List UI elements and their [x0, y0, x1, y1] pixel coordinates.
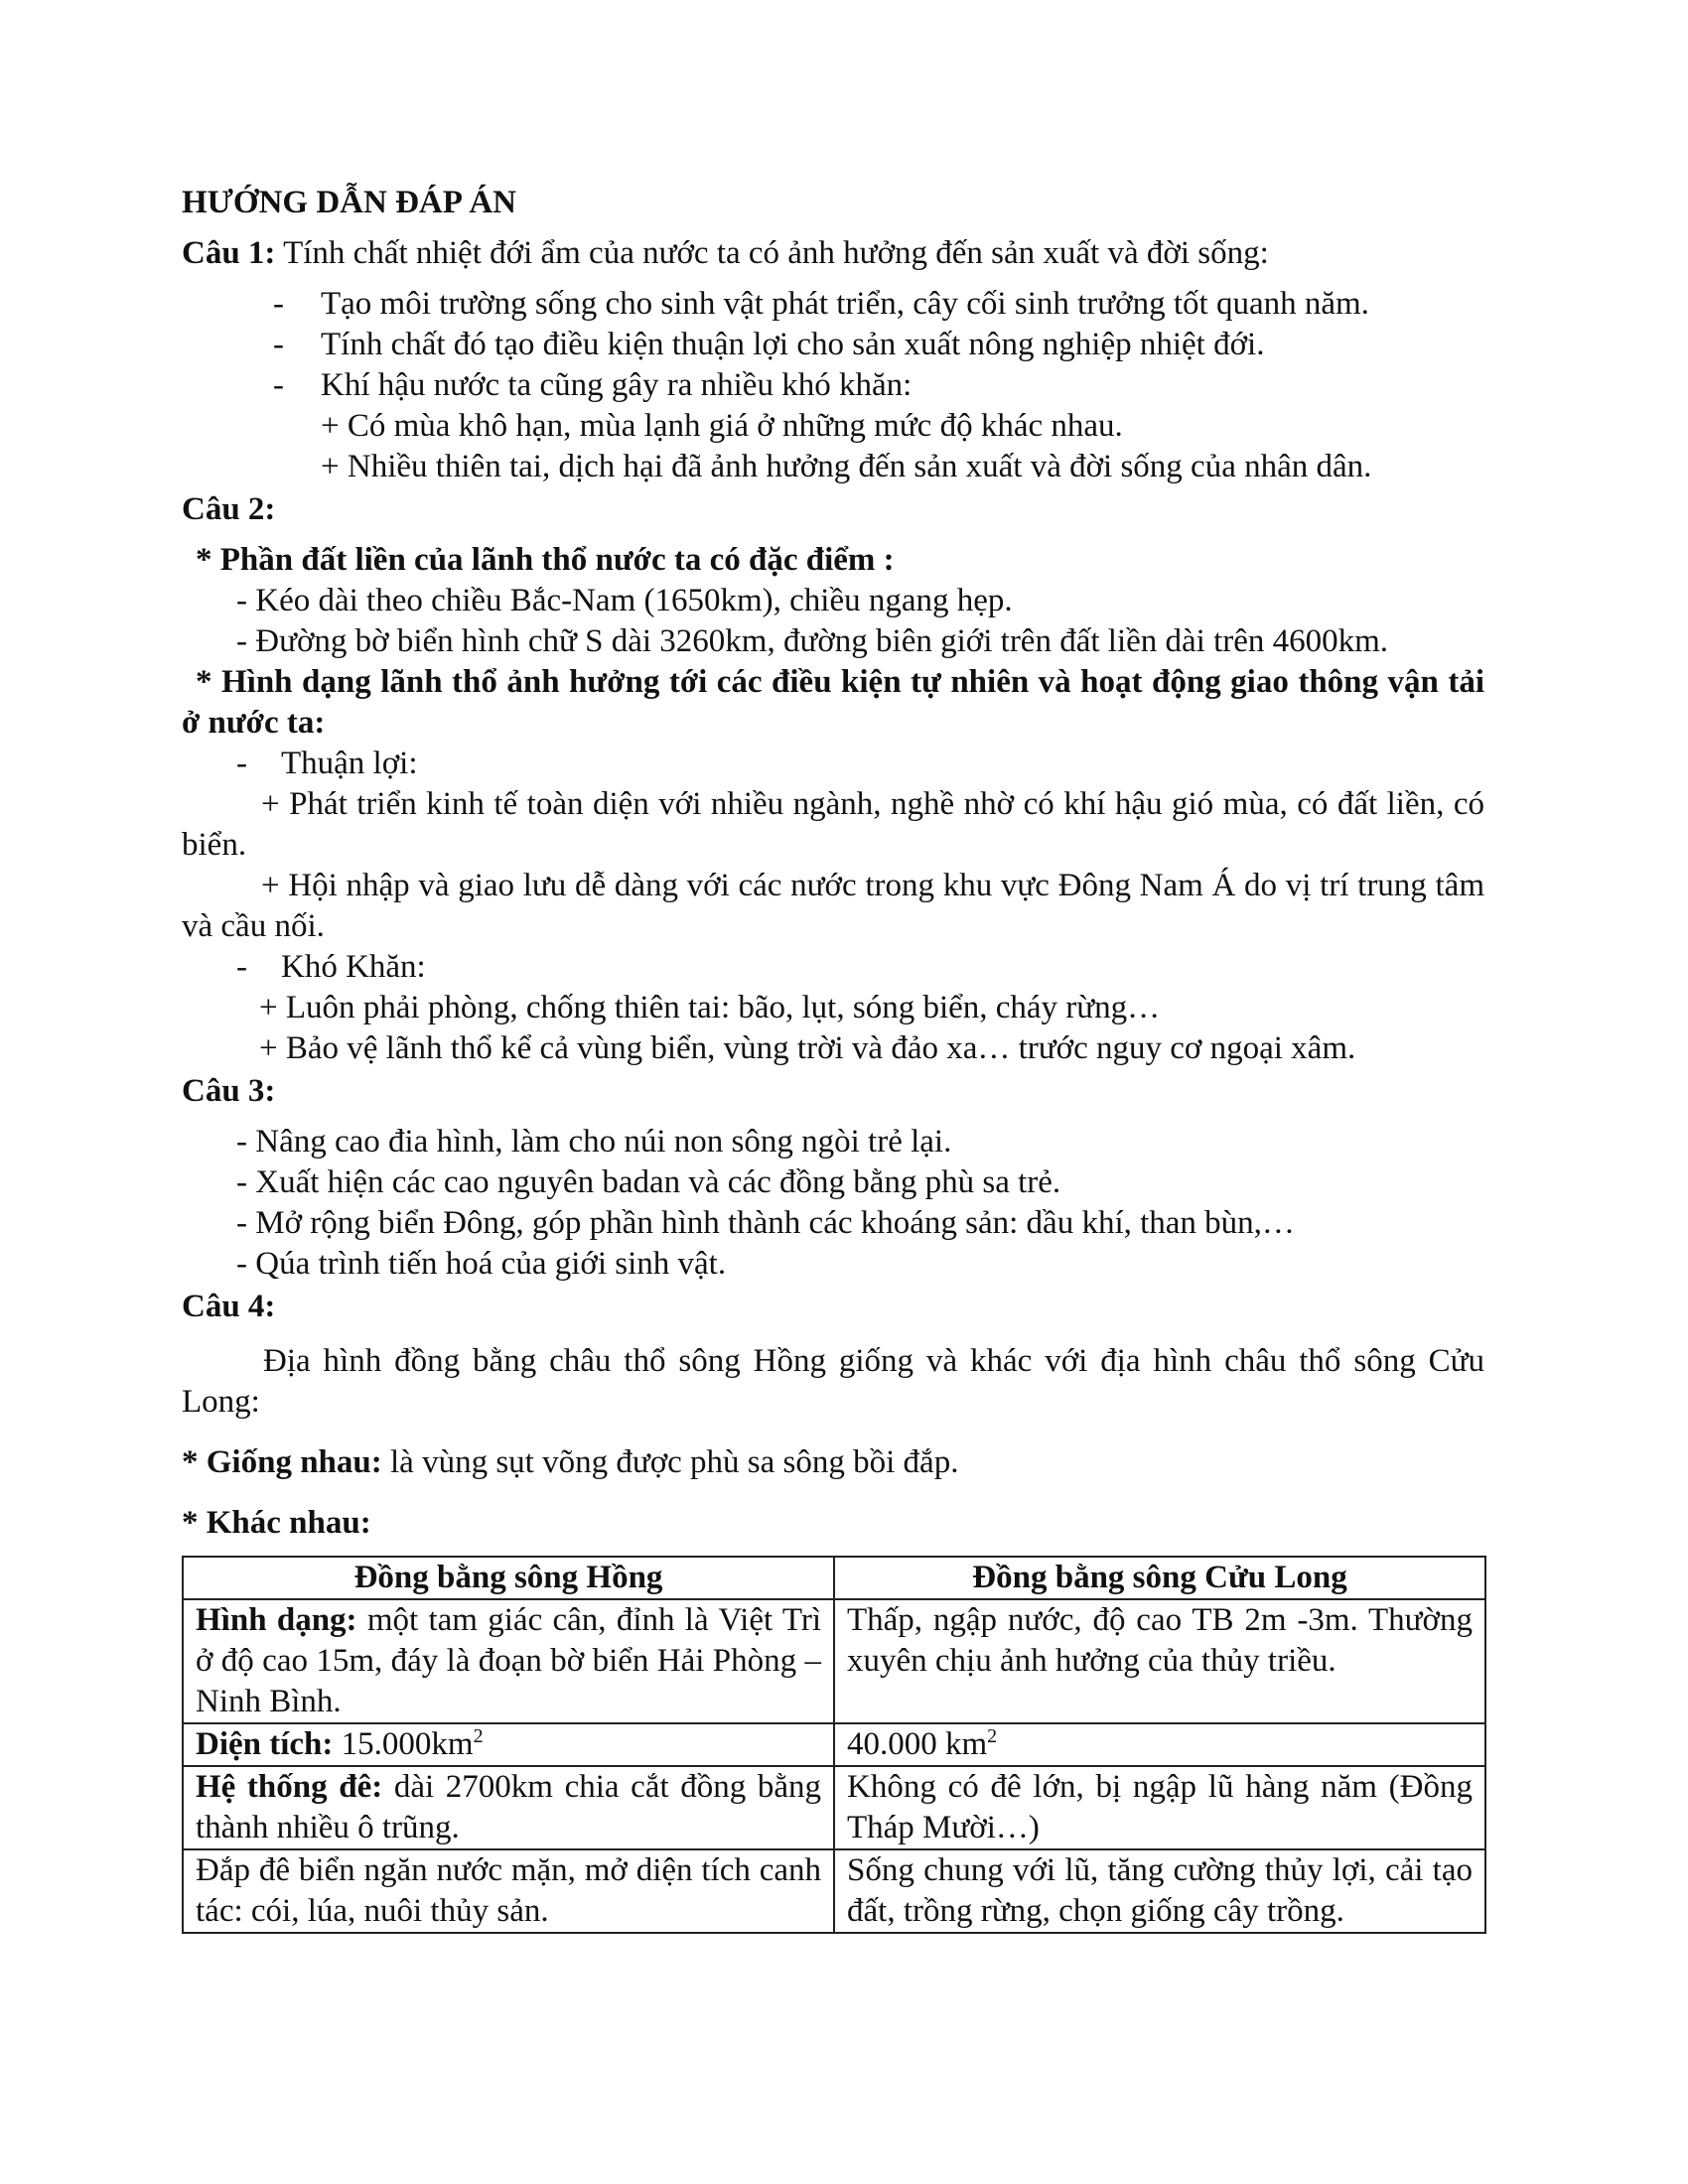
- question-3-label: Câu 3:: [182, 1073, 276, 1109]
- q2-dis-item-2: + Bảo vệ lãnh thổ kể cả vùng biển, vùng trời và đảo xa… trước nguy cơ ngoại xâm.: [259, 1030, 1356, 1066]
- question-1: [182, 233, 1484, 274]
- table-cell: 40.000 $km^2$: [834, 1723, 1485, 1766]
- table-cell: Sống chung với lũ, tăng cường thủy lợi, cải tạo đất, trồng rừng, chọn giống cây trồng.: [834, 1849, 1485, 1933]
- table-row: [183, 1766, 1485, 1849]
- page-title: HƯỚNG DẪN ĐÁP ÁN: [182, 185, 517, 220]
- q2-heading-1: * Phần đất liền của lãnh thổ nước ta có đặc điểm :: [196, 542, 895, 578]
- table-header-row: [183, 1557, 1485, 1599]
- q2-adv-item-2: + Hội nhập và giao lưu dễ dàng với các nước trong khu vực Đông Nam Á do vị trí trung tâm và cầu nối.: [182, 868, 1484, 944]
- q2-advantages-label: - Thuận lợi:: [236, 746, 418, 781]
- q1-item-1: - Tạo môi trường sống cho sinh vật phát triển, cây cối sinh trưởng tốt quanh năm.: [273, 286, 1369, 322]
- comparison-table: [182, 1556, 1486, 1934]
- table-row: [183, 1723, 1485, 1766]
- q3-item-3: - Mở rộng biển Đông, góp phần hình thành các khoáng sản: dầu khí, than bùn,…: [236, 1205, 1295, 1241]
- table-cell: Hệ thống đê: dài 2700km chia cắt đồng bằng thành nhiều ô trũng.: [183, 1766, 834, 1849]
- table-header-red-river: Đồng bằng sông Hồng: [183, 1557, 834, 1599]
- question-1-text: Tính chất nhiệt đới ẩm của nước ta có ảnh hưởng đến sản xuất và đời sống:: [275, 235, 1269, 271]
- q3-item-4: - Qúa trình tiến hoá của giới sinh vật.: [236, 1246, 727, 1282]
- q2-h1-item-2: - Đường bờ biển hình chữ S dài 3260km, đường biên giới trên đất liền dài trên 4600km.: [236, 623, 1389, 659]
- q2-dis-item-1: + Luôn phải phòng, chống thiên tai: bão, lụt, sóng biển, cháy rừng…: [259, 990, 1161, 1025]
- table-cell: Hình dạng: một tam giác cân, đỉnh là Việt Trì ở độ cao 15m, đáy là đoạn bờ biển Hải Phòng – Ninh Bình.: [183, 1599, 834, 1723]
- q2-adv-item-1: + Phát triển kinh tế toàn diện với nhiều ngành, nghề nhờ có khí hậu gió mùa, có đất liền, có biển.: [182, 786, 1484, 863]
- q2-difficulties-label: - Khó Khăn:: [236, 949, 426, 985]
- table-cell: Đắp đê biển ngăn nước mặn, mở diện tích canh tác: cói, lúa, nuôi thủy sản.: [183, 1849, 834, 1933]
- q3-item-2: - Xuất hiện các cao nguyên badan và các đồng bằng phù sa trẻ.: [236, 1164, 1061, 1200]
- q4-differences-label: * Khác nhau:: [182, 1505, 371, 1541]
- table-header-mekong: Đồng bằng sông Cửu Long: [834, 1557, 1485, 1599]
- q1-item-3: - Khí hậu nước ta cũng gây ra nhiều khó khăn:: [273, 367, 913, 403]
- q4-similarities: * Giống nhau: là vùng sụt võng được phù sa sông bồi đắp.: [182, 1444, 959, 1480]
- table-row: [183, 1849, 1485, 1933]
- q3-item-1: - Nâng cao đia hình, làm cho núi non sông ngòi trẻ lại.: [236, 1124, 952, 1160]
- question-1-label: Câu 1:: [182, 235, 276, 271]
- q2-h1-item-1: - Kéo dài theo chiều Bắc-Nam (1650km), chiều ngang hẹp.: [236, 583, 1013, 618]
- q1-subitem-2: + Nhiều thiên tai, dịch hại đã ảnh hưởng đến sản xuất và đời sống của nhân dân.: [321, 449, 1372, 484]
- table-row: [183, 1599, 1485, 1723]
- q4-intro: Địa hình đồng bằng châu thổ sông Hồng giống và khác với địa hình châu thổ sông Cửu Long:: [182, 1343, 1484, 1420]
- q2-heading-2: * Hình dạng lãnh thổ ảnh hưởng tới các điều kiện tự nhiên và hoạt động giao thông vận tải ở nước ta:: [182, 664, 1484, 741]
- table-cell: Không có đê lớn, bị ngập lũ hàng năm (Đồng Tháp Mười…): [834, 1766, 1485, 1849]
- table-cell: Diện tích: $15.000km^2$: [183, 1723, 834, 1766]
- table-cell: Thấp, ngập nước, độ cao TB 2m -3m. Thường xuyên chịu ảnh hưởng của thủy triều.: [834, 1599, 1485, 1723]
- q1-item-2: - Tính chất đó tạo điều kiện thuận lợi cho sản xuất nông nghiệp nhiệt đới.: [273, 327, 1265, 362]
- document-page: [182, 183, 1484, 1934]
- question-4-label: Câu 4:: [182, 1289, 276, 1324]
- q1-subitem-1: + Có mùa khô hạn, mùa lạnh giá ở những mức độ khác nhau.: [321, 408, 1123, 444]
- question-2-label: Câu 2:: [182, 491, 276, 527]
